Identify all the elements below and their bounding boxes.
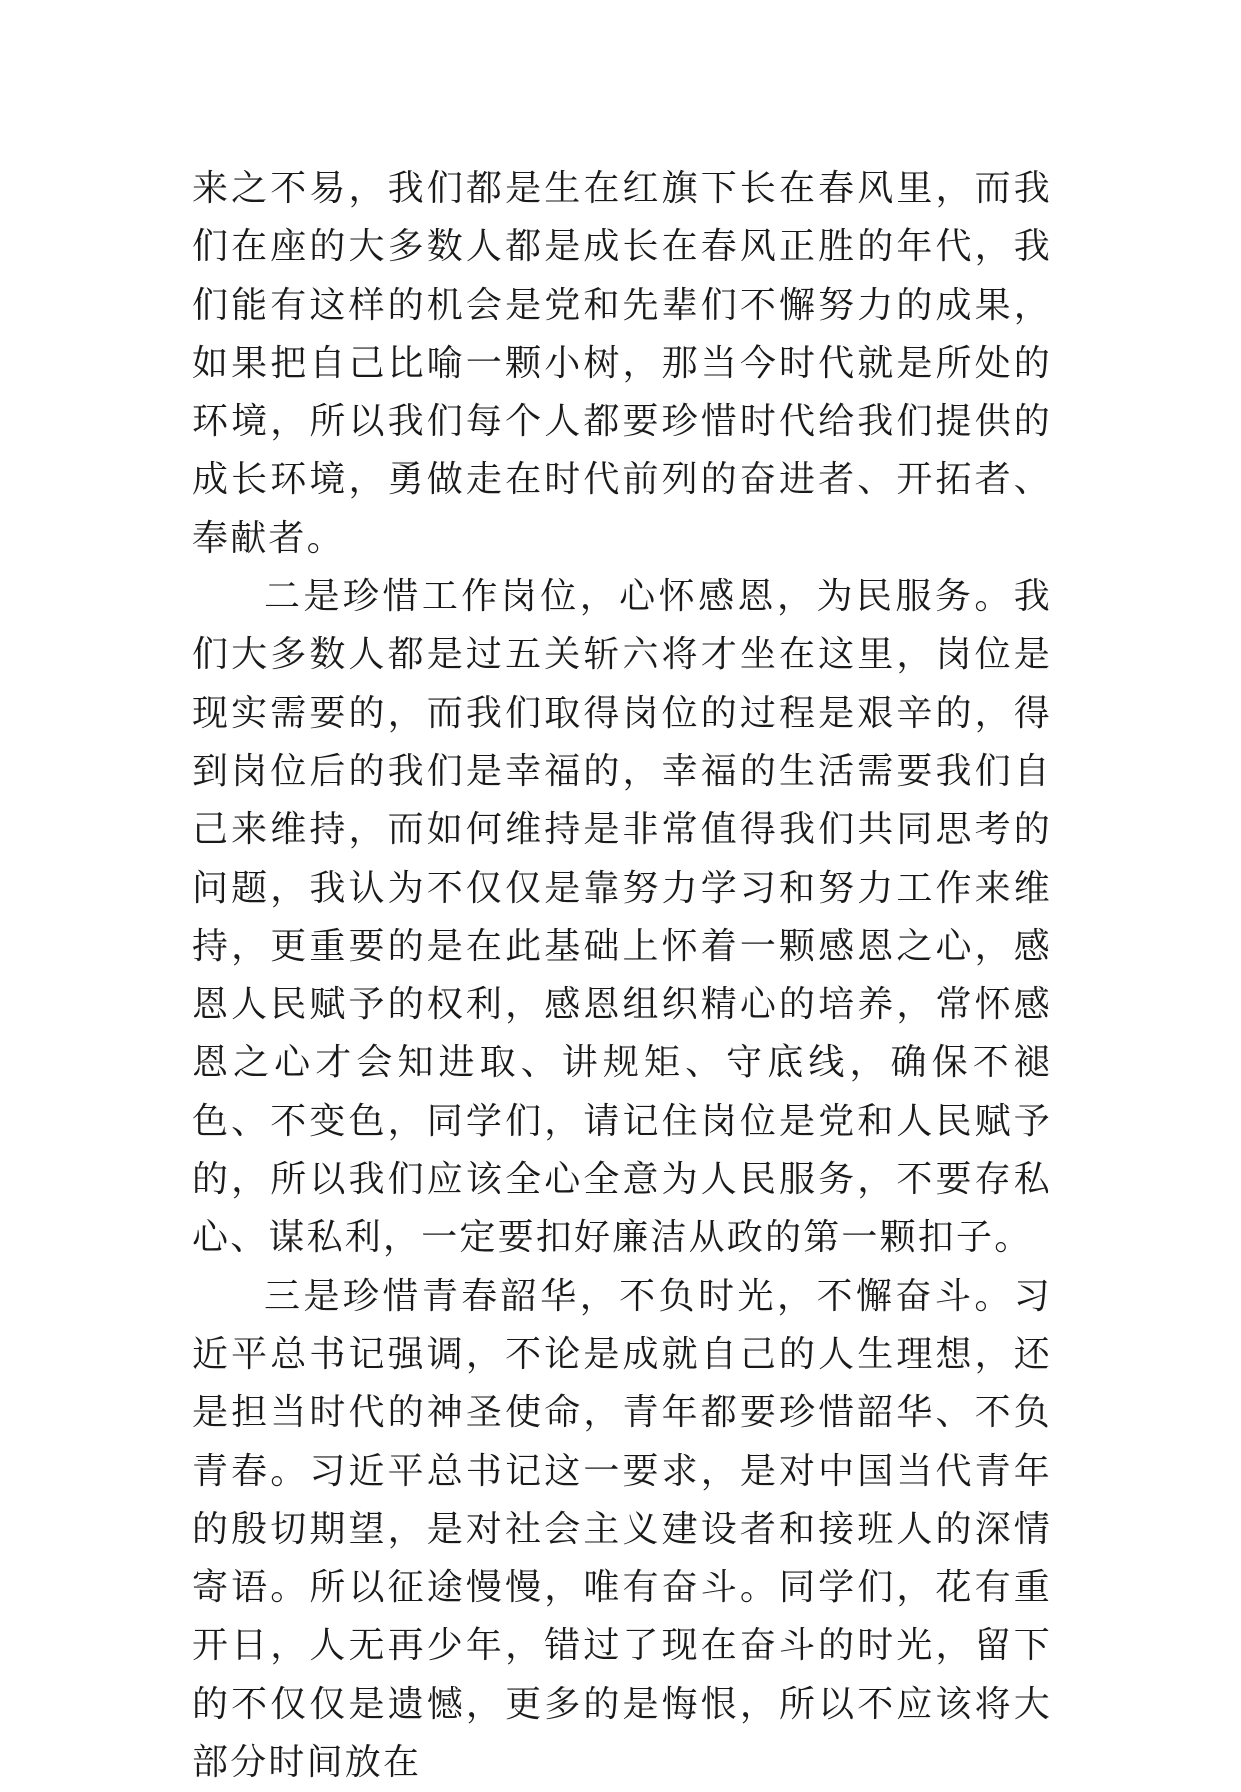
paragraph-continuation: 来之不易，我们都是生在红旗下长在春风里，而我们在座的大多数人都是成长在春风正胜的年代，我们能有这样的机会是党和先辈们不懈努力的成果，如果把自己比喻一颗小树，那当今时代就是所处的环境，所以我们每个人都要珍惜时代给我们提供的成长环境，勇做走在时代前列的奋进者、开拓者、奉献者。 — [192, 168, 1052, 559]
paragraph-point-three: 三是珍惜青春韶华，不负时光，不懈奋斗。习近平总书记强调，不论是成就自己的人生理想，还是担当时代的神圣使命，青年都要珍惜韶华、不负青春。习近平总书记这一要求，是对中国当代青年的殷切期望，是对社会主义建设者和接班人的深情寄语。所以征途慢慢，唯有奋斗。同学们，花有重开日，人无再少年，错过了现在奋斗的时光，留下的不仅仅是遗憾，更多的是悔恨，所以不应该将大部分时间放在 — [192, 1275, 1052, 1784]
document-body — [192, 160, 1052, 1792]
paragraph-point-two: 二是珍惜工作岗位，心怀感恩，为民服务。我们大多数人都是过五关斩六将才坐在这里，岗位是现实需要的，而我们取得岗位的过程是艰辛的，得到岗位后的我们是幸福的，幸福的生活需要我们自己来维持，而如何维持是非常值得我们共同思考的问题，我认为不仅仅是靠努力学习和努力工作来维持，更重要的是在此基础上怀着一颗感恩之心，感恩人民赋予的权利，感恩组织精心的培养，常怀感恩之心才会知进取、讲规矩、守底线，确保不褪色、不变色，同学们，请记住岗位是党和人民赋予的，所以我们应该全心全意为人民服务，不要存私心、谋私利，一定要扣好廉洁从政的第一颗扣子。 — [192, 576, 1052, 1259]
